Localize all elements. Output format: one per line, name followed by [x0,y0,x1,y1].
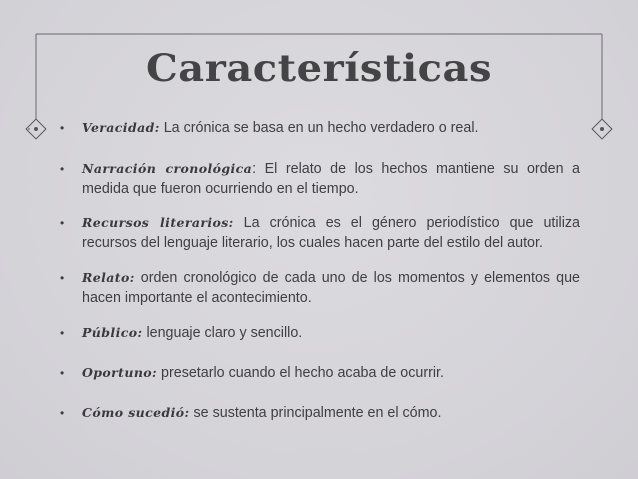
list-item [60,323,302,343]
item-text: La crónica es el género periodístico que utiliza recursos del lenguaje literario, los cuales hacen parte del estilo del autor. [82,215,581,251]
bullet-icon: • [60,271,65,285]
item-term: Público: [82,325,143,340]
item-text: presetarlo cuando el hecho acaba de ocurrir. [157,365,444,381]
slide-title: Características [145,46,493,90]
list-item [60,159,580,199]
right-ornament-icon [592,119,612,139]
item-term: Narración cronológica [82,161,253,176]
item-term: Recursos literarios: [82,215,234,230]
list-item [60,118,478,138]
item-text: lenguaje claro y sencillo. [142,325,303,341]
list-item [60,403,441,423]
item-text: La crónica se basa en un hecho verdadero o real. [159,120,479,136]
bullet-icon: • [60,326,65,340]
left-ornament-icon [26,119,46,139]
item-text: se sustenta principalmente en el cómo. [189,405,442,421]
item-text: orden cronológico de cada uno de los momentos y elementos que hacen importante el acontecimiento. [82,270,580,306]
bullet-icon: • [60,162,65,176]
bullet-icon: • [60,216,65,230]
item-text: : El relato de los hechos mantiene su orden a medida que fueron ocurriendo en el tiempo. [82,161,580,197]
item-term: Relato: [82,270,135,285]
item-term: Veracidad: [82,120,160,135]
item-term: Oportuno: [82,365,158,380]
list-item [60,363,444,383]
bullet-icon: • [60,366,65,380]
list-item [60,268,580,308]
bullet-icon: • [60,406,65,420]
item-term: Cómo sucedió: [82,405,190,420]
bullet-icon: • [60,121,65,135]
list-item [60,213,580,253]
